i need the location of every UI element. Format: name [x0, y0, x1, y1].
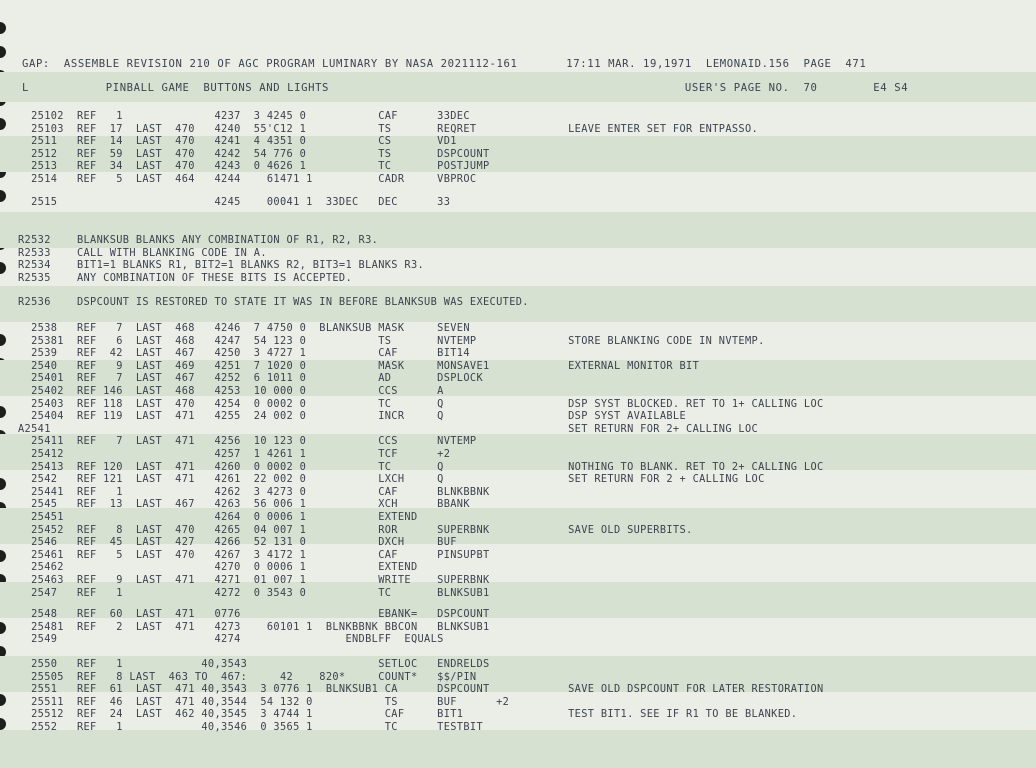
listing-line: 2552 REF 1 40,3546 0 3565 1 TC TESTBIT — [18, 721, 483, 733]
listing-line: 25402 REF 146 LAST 468 4253 10 000 0 CCS A — [18, 385, 444, 397]
listing-line: 25481 REF 2 LAST 471 4273 60101 1 BLNKBBNK BBCON BLNKSUB1 — [18, 620, 490, 633]
listing-line: 25441 REF 1 4262 3 4273 0 CAF BLNKBBNK — [18, 485, 490, 498]
listing-line: 25451 4264 0 0006 1 EXTEND — [18, 511, 418, 523]
listing-line: 2538 REF 7 LAST 468 4246 7 4750 0 BLANKSUB MASK SEVEN — [18, 322, 470, 334]
remark-line: R2533 CALL WITH BLANKING CODE IN A. — [18, 246, 267, 259]
listing-line: 25404 REF 119 LAST 471 4255 24 002 0 INCR Q DSP SYST AVAILABLE — [18, 410, 687, 423]
greenbar-stripe — [0, 730, 1036, 768]
listing-line: 2546 REF 45 LAST 427 4266 52 131 0 DXCH BUF — [18, 536, 457, 549]
listing-subheader: L PINBALL GAME BUTTONS AND LIGHTS USER'S PAGE NO. 70 E4 S4 — [22, 82, 909, 94]
listing-line: 2512 REF 59 LAST 470 4242 54 776 0 TS DSPCOUNT — [18, 147, 490, 160]
listing-line: 25412 4257 1 4261 1 TCF +2 — [18, 448, 451, 460]
listing-line: 2515 4245 00041 1 33DEC DEC 33 — [18, 196, 451, 208]
listing-line: 25511 REF 46 LAST 471 40,3544 54 132 0 TS BUF +2 — [18, 695, 510, 708]
listing-line: 2540 REF 9 LAST 469 4251 7 1020 0 MASK MONSAVE1 EXTERNAL MONITOR BIT — [18, 359, 700, 372]
listing-line: 25102 REF 1 4237 3 4245 0 CAF 33DEC — [18, 110, 470, 122]
listing-line: 25381 REF 6 LAST 468 4247 54 123 0 TS NVTEMP STORE BLANKING CODE IN NVTEMP. — [18, 334, 765, 347]
listing-line: 2514 REF 5 LAST 464 4244 61471 1 CADR VBPROC — [18, 173, 477, 185]
listing-line: 2550 REF 1 40,3543 SETLOC ENDRELDS — [18, 658, 490, 670]
listing-line: 25401 REF 7 LAST 467 4252 6 1011 0 AD DSPLOCK — [18, 372, 483, 385]
listing-line: A2541 SET RETURN FOR 2+ CALLING LOC — [18, 422, 759, 435]
remark-line: R2536 DSPCOUNT IS RESTORED TO STATE IT WAS IN BEFORE BLANKSUB WAS EXECUTED. — [18, 296, 529, 308]
listing-line: 25103 REF 17 LAST 470 4240 55'C12 1 TS REQRET LEAVE ENTER SET FOR ENTPASSO. — [18, 122, 759, 135]
listing-line: 25452 REF 8 LAST 470 4265 04 007 1 ROR SUPERBNK SAVE OLD SUPERBITS. — [18, 523, 693, 536]
listing-line: 25462 4270 0 0006 1 EXTEND — [18, 561, 418, 574]
listing-line: 25512 REF 24 LAST 462 40,3545 3 4744 1 CAF BIT1 TEST BIT1. SEE IF R1 TO BE BLANKED. — [18, 708, 798, 721]
listing-line: 2542 REF 121 LAST 471 4261 22 002 0 LXCH Q SET RETURN FOR 2 + CALLING LOC — [18, 473, 765, 486]
listing-line: 2545 REF 13 LAST 467 4263 56 006 1 XCH BBANK — [18, 498, 470, 511]
listing-line: 25413 REF 120 LAST 471 4260 0 0002 0 TC Q NOTHING TO BLANK. RET TO 2+ CALLING LOC — [18, 460, 824, 473]
listing-line: 25403 REF 118 LAST 470 4254 0 0002 0 TC Q DSP SYST BLOCKED. RET TO 1+ CALLING LOC — [18, 397, 824, 410]
listing-line: 2513 REF 34 LAST 470 4243 0 4626 1 TC POSTJUMP — [18, 160, 490, 173]
listing-line: 2548 REF 60 LAST 471 0776 EBANK= DSPCOUNT — [18, 608, 490, 620]
listing-line: 2511 REF 14 LAST 470 4241 4 4351 0 CS VD1 — [18, 135, 457, 148]
listing-line: 25505 REF 8 LAST 463 TO 467: 42 820* COUNT* $$/PIN — [18, 670, 477, 683]
listing-line: 25411 REF 7 LAST 471 4256 10 123 0 CCS NVTEMP — [18, 435, 477, 448]
listing-line: 25461 REF 5 LAST 470 4267 3 4172 1 CAF PINSUPBT — [18, 548, 490, 561]
listing-line: 2549 4274 ENDBLFF EQUALS — [18, 633, 444, 646]
remark-line: R2534 BIT1=1 BLANKS R1, BIT2=1 BLANKS R2, BIT3=1 BLANKS R3. — [18, 259, 425, 271]
listing-line: 25463 REF 9 LAST 471 4271 01 007 1 WRITE SUPERBNK — [18, 574, 490, 586]
listing-header: GAP: ASSEMBLE REVISION 210 OF AGC PROGRAM LUMINARY BY NASA 2021112-161 17:11 MAR. 19,1971 LEMONAID.156 PAGE 471 — [22, 58, 867, 70]
listing-line: 2547 REF 1 4272 0 3543 0 TC BLNKSUB1 — [18, 586, 490, 599]
remark-line: R2535 ANY COMBINATION OF THESE BITS IS ACCEPTED. — [18, 271, 353, 284]
remark-line: R2532 BLANKSUB BLANKS ANY COMBINATION OF R1, R2, R3. — [18, 234, 379, 246]
listing-line: 2551 REF 61 LAST 471 40,3543 3 0776 1 BLNKSUB1 CA DSPCOUNT SAVE OLD DSPCOUNT FOR LATER RESTORATION — [18, 683, 824, 696]
listing-line: 2539 REF 42 LAST 467 4250 3 4727 1 CAF BIT14 — [18, 347, 470, 360]
